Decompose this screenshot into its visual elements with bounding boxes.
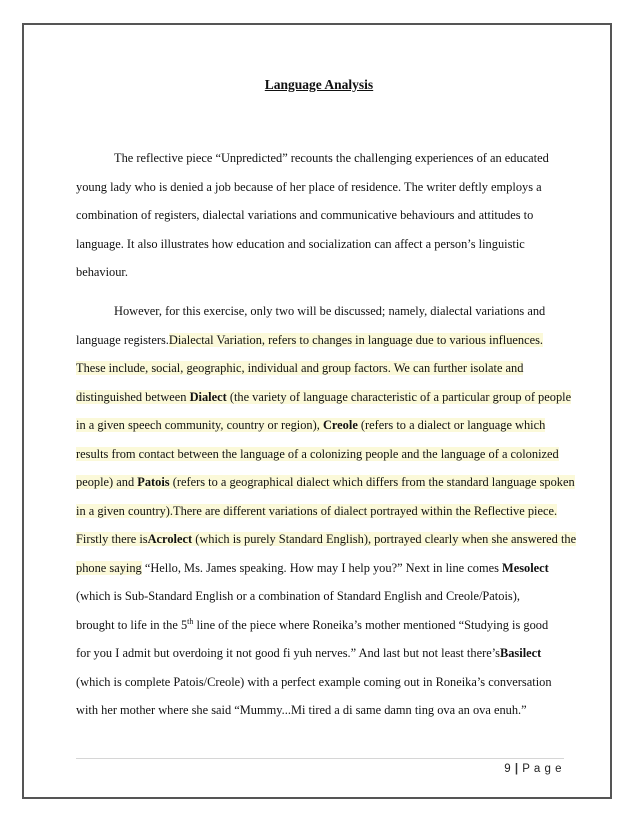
- p2-line-10: [76, 560, 549, 577]
- p2-line-7-highlight: [76, 475, 575, 489]
- p2-line-6-highlight: results from contact between the language of a colonizing people and the language of a colonized: [76, 447, 559, 461]
- p2-line-9-a: Firstly there is: [76, 532, 148, 546]
- p1-line-2: young lady who is denied a job because of her place of residence. The writer deftly employs a: [76, 180, 542, 194]
- page-number: 9: [504, 763, 512, 775]
- p2-line-9-highlight: [76, 532, 576, 546]
- p2-line-15: with her mother where she said “Mummy...Mi tired a di same damn ting ova an ova enuh.”: [76, 703, 527, 717]
- p1-line-3: combination of registers, dialectal variations and communicative behaviours and attitudes to: [76, 208, 534, 222]
- p2-line-1: However, for this exercise, only two will be discussed; namely, dialectal variations and: [114, 304, 546, 318]
- p2-line-9: [76, 531, 576, 548]
- p2-line-8-highlight: in a given country).There are different variations of dialect portrayed within the Reflective piece.: [76, 504, 558, 518]
- p2-line-4-a: distinguished between: [76, 390, 190, 404]
- p2-line-3: [76, 360, 523, 377]
- p2-line-5: [76, 417, 545, 434]
- term-basilect: Basilect: [499, 646, 542, 660]
- p2-line-5-c: (refers to a dialect or language which: [357, 418, 546, 432]
- p2-line-2: [76, 332, 543, 349]
- p2-line-11: (which is Sub-Standard English or a combination of Standard English and Creole/Patois),: [76, 589, 520, 603]
- p2-line-5-a: in a given speech community, country or region),: [76, 418, 323, 432]
- term-mesolect: Mesolect: [502, 561, 549, 575]
- p2-line-3-highlight: These include, social, geographic, individual and group factors. We can further isolate and: [76, 361, 524, 375]
- p2-line-12: [76, 617, 548, 634]
- p2-line-12-a: brought to life in the 5: [76, 618, 188, 632]
- term-dialect: Dialect: [189, 390, 227, 404]
- p2-line-10-b: “Hello, Ms. James speaking. How may I help you?” Next in line comes: [141, 561, 503, 575]
- p2-line-10-highlight: phone saying: [76, 561, 142, 575]
- footer-rule: [76, 758, 564, 759]
- p2-line-2-highlight: Dialectal Variation, refers to changes in language due to various influences.: [168, 333, 544, 347]
- p2-line-6: [76, 446, 559, 463]
- p1-line-5: behaviour.: [76, 265, 128, 279]
- p2-line-9-c: (which is purely Standard English), portrayed clearly when she answered the: [192, 532, 577, 546]
- term-patois: Patois: [137, 475, 170, 489]
- term-acrolect: Acrolect: [147, 532, 193, 546]
- p2-line-4-c: (the variety of language characteristic of a particular group of people: [226, 390, 572, 404]
- p2-line-7-c: (refers to a geographical dialect which differs from the standard language spoken: [169, 475, 575, 489]
- page-label: P a g e: [522, 763, 562, 775]
- p2-line-13-a: for you I admit but overdoing it not good fi yuh nerves.” And last but not least there’s: [76, 646, 500, 660]
- p2-line-5-highlight: [76, 418, 545, 432]
- p2-line-12-sup: th: [187, 617, 194, 626]
- p2-line-4-highlight: [76, 390, 571, 404]
- p2-line-7: [76, 474, 575, 491]
- page-footer: [504, 763, 562, 775]
- p2-line-4: [76, 389, 571, 406]
- p1-line-1: The reflective piece “Unpredicted” recounts the challenging experiences of an educated: [114, 151, 549, 165]
- p2-line-8: [76, 503, 557, 520]
- p2-line-2-text: language registers.: [76, 333, 169, 347]
- p1-line-4: language. It also illustrates how education and socialization can affect a person’s linguistic: [76, 237, 525, 251]
- footer-separator: |: [514, 763, 519, 775]
- p2-line-12-b: line of the piece where Roneika’s mother mentioned “Studying is good: [193, 618, 549, 632]
- p2-line-7-a: people) and: [76, 475, 138, 489]
- document-title: Language Analysis: [264, 77, 374, 92]
- p2-line-13: [76, 645, 541, 662]
- term-creole: Creole: [322, 418, 358, 432]
- p2-line-14: (which is complete Patois/Creole) with a perfect example coming out in Roneika’s conversation: [76, 675, 552, 689]
